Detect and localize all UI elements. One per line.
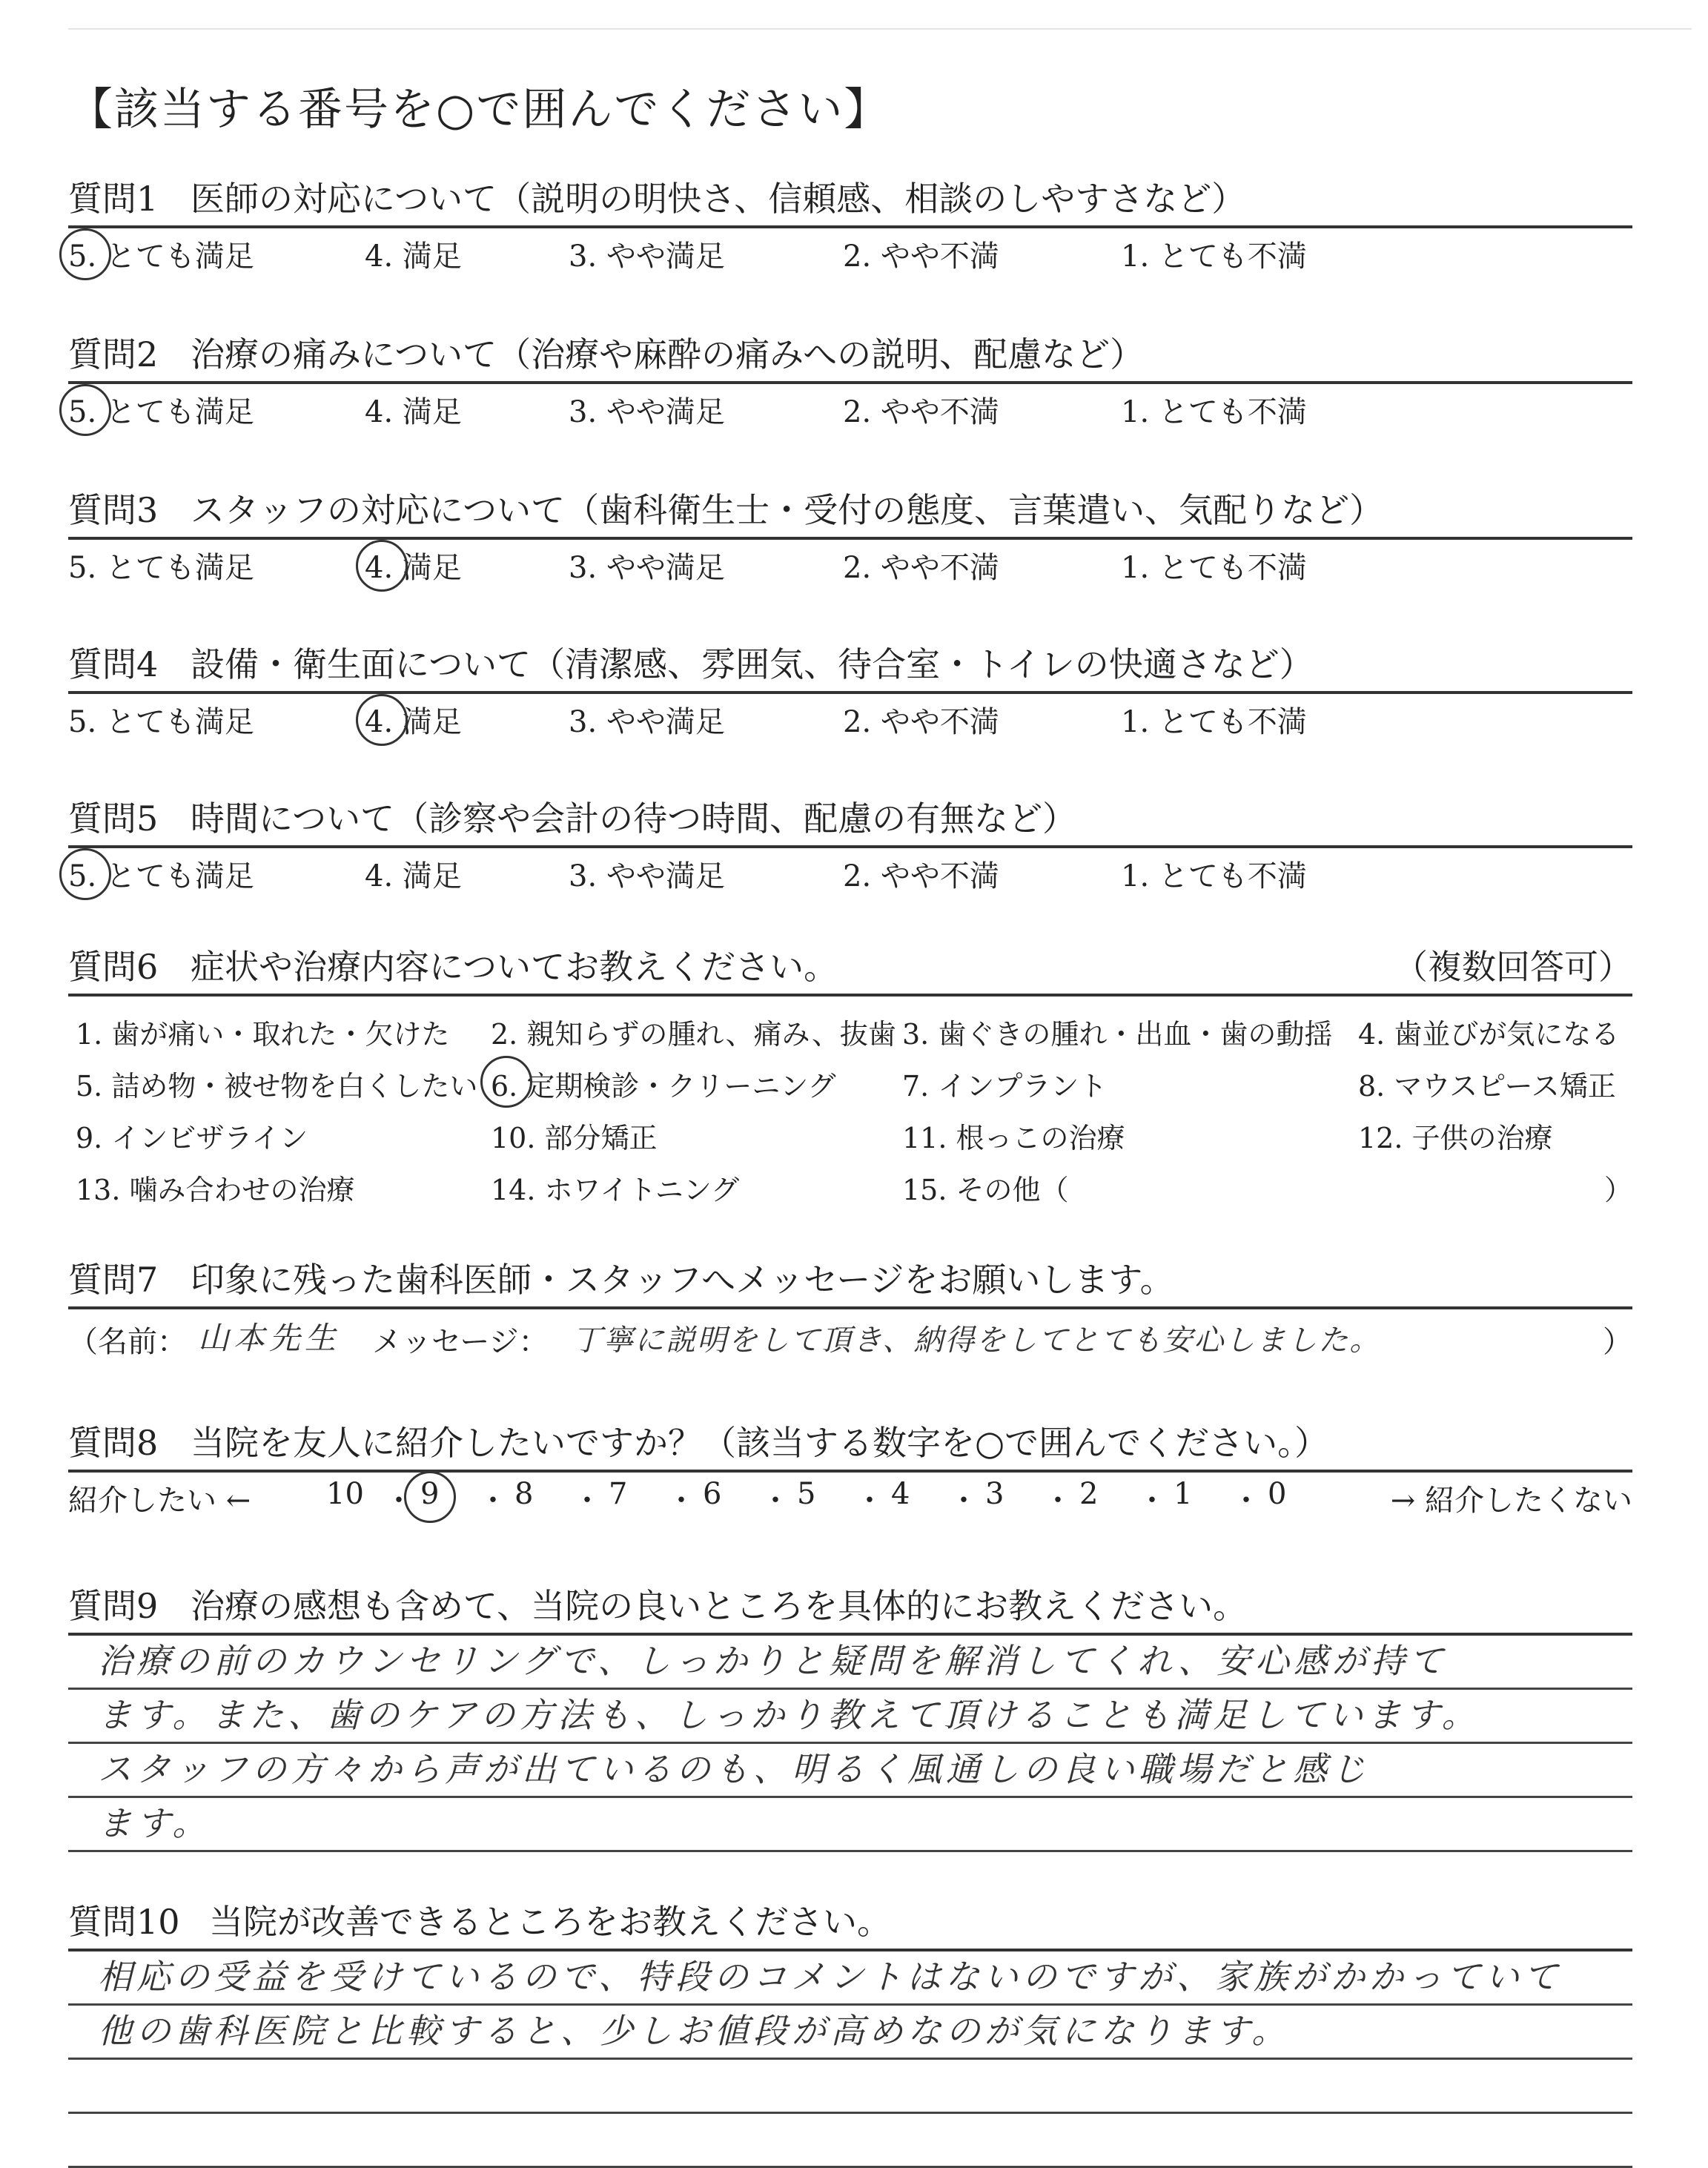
question-text: 印象に残った歯科医師・スタッフへメッセージをお願いします。: [191, 1260, 1174, 1300]
symptom-option-12[interactable]: 12. 子供の治療: [1358, 1122, 1553, 1154]
rating-option-4[interactable]: 4. 満足: [365, 705, 462, 739]
rating-option-2[interactable]: 2. やや不満: [843, 859, 999, 893]
selection-circle: [59, 848, 111, 900]
scale-value-1[interactable]: 1: [1174, 1477, 1193, 1511]
symptom-option-7[interactable]: 7. インプラント: [902, 1070, 1108, 1103]
recommend-scale: [68, 1473, 1632, 1529]
scale-separator: ・: [855, 1484, 884, 1518]
rule: [68, 994, 1632, 997]
symptom-option-5[interactable]: 5. 詰め物・被せ物を白くしたい: [76, 1070, 478, 1103]
handwritten-text: ます。: [98, 1803, 211, 1843]
symptom-option-8[interactable]: 8. マウスピース矯正: [1358, 1070, 1616, 1103]
page-header: 【該当する番号を○で囲んでください】: [68, 84, 890, 136]
close-paren: ）: [1603, 1325, 1632, 1359]
scale-value-6[interactable]: 6: [703, 1477, 722, 1511]
question-number: 質問8: [68, 1423, 159, 1463]
answer-lines: [68, 1951, 1632, 2168]
symptom-option-3[interactable]: 3. 歯ぐきの腫れ・出血・歯の動揺: [902, 1018, 1333, 1051]
question-number: 質問1: [68, 179, 159, 219]
handwritten-text: 相応の受益を受けているので、特段のコメントはないのですが、家族がかかっていて: [98, 1957, 1563, 1997]
question-3: [68, 483, 1632, 592]
symptom-option-6[interactable]: 6. 定期検診・クリーニング: [491, 1070, 836, 1103]
selection-circle: [59, 228, 111, 280]
selection-circle: [59, 384, 111, 436]
rating-options: [68, 848, 1632, 900]
scale-separator: ・: [666, 1484, 696, 1518]
question-text: 症状や治療内容についてお教えください。: [191, 947, 838, 987]
rating-options: [68, 228, 1632, 280]
rating-option-3[interactable]: 3. やや満足: [569, 551, 725, 585]
rating-option-1[interactable]: 1. とても不満: [1121, 395, 1307, 429]
rating-option-3[interactable]: 3. やや満足: [569, 705, 725, 739]
selection-circle: [480, 1056, 532, 1108]
name-label: （名前：: [68, 1325, 187, 1359]
question-1-title: [68, 172, 1632, 225]
rating-options: [68, 694, 1632, 746]
rating-option-5[interactable]: 5. とても満足: [68, 239, 254, 274]
answer-lines: [68, 1636, 1632, 1852]
question-text: 設備・衛生面について（清潔感、雰囲気、待合室・トイレの快適さなど）: [191, 644, 1314, 684]
scale-left-label: 紹介したい ←: [68, 1484, 251, 1518]
answer-line[interactable]: [68, 1690, 1632, 1744]
rating-option-3[interactable]: 3. やや満足: [569, 395, 725, 429]
symptom-option-11[interactable]: 11. 根っこの治療: [902, 1122, 1125, 1154]
question-8: [68, 1416, 1632, 1529]
message-label: メッセージ：: [372, 1325, 549, 1359]
question-4-title: [68, 638, 1632, 691]
symptom-option-9[interactable]: 9. インビザライン: [76, 1122, 308, 1154]
scale-separator: ・: [1137, 1484, 1167, 1518]
handwritten-text: ます。また、歯のケアの方法も、しっかり教えて頂けることも満足しています。: [98, 1695, 1480, 1735]
rating-option-5[interactable]: 5. とても満足: [68, 705, 254, 739]
question-number: 質問2: [68, 334, 159, 374]
question-number: 質問9: [68, 1586, 159, 1626]
rating-options: [68, 540, 1632, 592]
symptom-option-13[interactable]: 13. 噛み合わせの治療: [76, 1174, 355, 1206]
rating-option-2[interactable]: 2. やや不満: [843, 395, 999, 429]
rating-option-4[interactable]: 4. 満足: [365, 859, 462, 893]
question-number: 質問10: [68, 1902, 180, 1942]
scale-value-0[interactable]: 0: [1268, 1477, 1287, 1511]
handwritten-text: 他の歯科医院と比較すると、少しお値段が高めなのが気になります。: [98, 2011, 1291, 2051]
symptom-option-14[interactable]: 14. ホワイトニング: [491, 1174, 740, 1206]
rating-option-2[interactable]: 2. やや不満: [843, 239, 999, 274]
rating-option-3[interactable]: 3. やや満足: [569, 859, 725, 893]
scale-separator: ・: [384, 1484, 414, 1518]
message-value[interactable]: 丁寧に説明をして頂き、納得をしてとても安心しました。: [572, 1323, 1381, 1358]
scale-separator: ・: [761, 1484, 790, 1518]
rating-option-3[interactable]: 3. やや満足: [569, 239, 725, 274]
question-5: [68, 792, 1632, 900]
question-text: 時間について（診察や会計の待つ時間、配慮の有無など）: [191, 799, 1077, 839]
question-9-title: [68, 1579, 1632, 1633]
answer-line[interactable]: [68, 1798, 1632, 1852]
handwritten-text: スタッフの方々から声が出ているのも、明るく風通しの良い職場だと感じ: [98, 1749, 1370, 1789]
rating-option-5[interactable]: 5. とても満足: [68, 551, 254, 585]
scale-separator: ・: [1043, 1484, 1073, 1518]
question-2: [68, 328, 1632, 436]
rating-option-4[interactable]: 4. 満足: [365, 239, 462, 274]
question-10: [68, 1895, 1632, 2168]
symptom-option-15[interactable]: 15. その他（: [902, 1174, 1069, 1206]
answer-line[interactable]: [68, 1951, 1632, 2006]
question-text: 治療の感想も含めて、当院の良いところを具体的にお教えください。: [191, 1586, 1248, 1626]
scale-value-4[interactable]: 4: [891, 1477, 910, 1511]
scale-separator: ・: [1231, 1484, 1261, 1518]
symptom-option-10[interactable]: 10. 部分矯正: [491, 1122, 658, 1154]
symptom-option-1[interactable]: 1. 歯が痛い・取れた・欠けた: [76, 1018, 450, 1051]
question-number: 質問6: [68, 947, 159, 987]
rating-options: [68, 384, 1632, 436]
question-text: 治療の痛みについて（治療や麻酔の痛みへの説明、配慮など）: [191, 334, 1145, 374]
scale-value-7[interactable]: 7: [609, 1477, 628, 1511]
handwritten-text: 治療の前のカウンセリングで、しっかりと疑問を解消してくれ、安心感が持て: [98, 1641, 1448, 1681]
question-3-title: [68, 483, 1632, 537]
question-7-title: [68, 1253, 1632, 1306]
rating-option-4[interactable]: 4. 満足: [365, 395, 462, 429]
question-5-title: [68, 792, 1632, 845]
question-number: 質問5: [68, 799, 159, 839]
answer-line[interactable]: [68, 2006, 1632, 2060]
other-close-paren: ）: [1603, 1174, 1632, 1206]
rating-option-1[interactable]: 1. とても不満: [1121, 859, 1307, 893]
scale-separator: ・: [478, 1484, 508, 1518]
question-number: 質問7: [68, 1260, 159, 1300]
question-number: 質問3: [68, 490, 159, 530]
scale-value-5[interactable]: 5: [797, 1477, 816, 1511]
question-10-title: [68, 1895, 1632, 1949]
rating-option-2[interactable]: 2. やや不満: [843, 551, 999, 585]
question-text: 当院を友人に紹介したいですか？（該当する数字を○で囲んでください。）: [191, 1423, 1329, 1463]
rating-option-5[interactable]: 5. とても満足: [68, 395, 254, 429]
symptom-option-2[interactable]: 2. 親知らずの腫れ、痛み、抜歯: [491, 1018, 896, 1051]
name-value[interactable]: 山本先生: [198, 1320, 341, 1356]
question-7: [68, 1253, 1632, 1370]
question-6: [68, 940, 1632, 1216]
scale-separator: ・: [949, 1484, 979, 1518]
question-text: 医師の対応について（説明の明快さ、信頼感、相談のしやすさなど）: [191, 179, 1246, 219]
question-text: スタッフの対応について（歯科衛生士・受付の態度、言葉遣い、気配りなど）: [191, 490, 1384, 530]
symptom-option-4[interactable]: 4. 歯並びが気になる: [1358, 1018, 1620, 1051]
scale-value-2[interactable]: 2: [1079, 1477, 1099, 1511]
answer-line[interactable]: [68, 2114, 1632, 2168]
rating-option-4[interactable]: 4. 満足: [365, 551, 462, 585]
scale-value-10[interactable]: 10: [326, 1477, 364, 1511]
question-number: 質問4: [68, 644, 159, 684]
scale-value-3[interactable]: 3: [985, 1477, 1004, 1511]
scale-value-8[interactable]: 8: [514, 1477, 534, 1511]
scale-right-label: → 紹介したくない: [1390, 1484, 1632, 1518]
question-2-title: [68, 328, 1632, 381]
question-text: 当院が改善できるところをお教えください。: [209, 1902, 891, 1942]
answer-line[interactable]: [68, 1744, 1632, 1798]
rating-option-5[interactable]: 5. とても満足: [68, 859, 254, 893]
question-1: [68, 172, 1632, 280]
question-4: [68, 638, 1632, 746]
answer-line[interactable]: [68, 1636, 1632, 1690]
question-8-title: [68, 1416, 1632, 1470]
question-6-title: [68, 940, 1632, 994]
selection-circle: [356, 694, 408, 746]
message-line: [68, 1309, 1632, 1370]
rating-option-1[interactable]: 1. とても不満: [1121, 239, 1307, 274]
rating-option-1[interactable]: 1. とても不満: [1121, 705, 1307, 739]
rating-option-2[interactable]: 2. やや不満: [843, 705, 999, 739]
question-9: [68, 1579, 1632, 1852]
rating-option-1[interactable]: 1. とても不満: [1121, 551, 1307, 585]
top-border: [68, 28, 1692, 30]
selection-circle: [404, 1471, 456, 1523]
selection-circle: [356, 540, 408, 592]
symptom-options: [68, 1001, 1632, 1216]
scale-separator: ・: [572, 1484, 602, 1518]
answer-line[interactable]: [68, 2060, 1632, 2114]
scale-value-9[interactable]: 9: [420, 1477, 440, 1511]
multiple-answers-note: （複数回答可）: [1394, 947, 1632, 987]
